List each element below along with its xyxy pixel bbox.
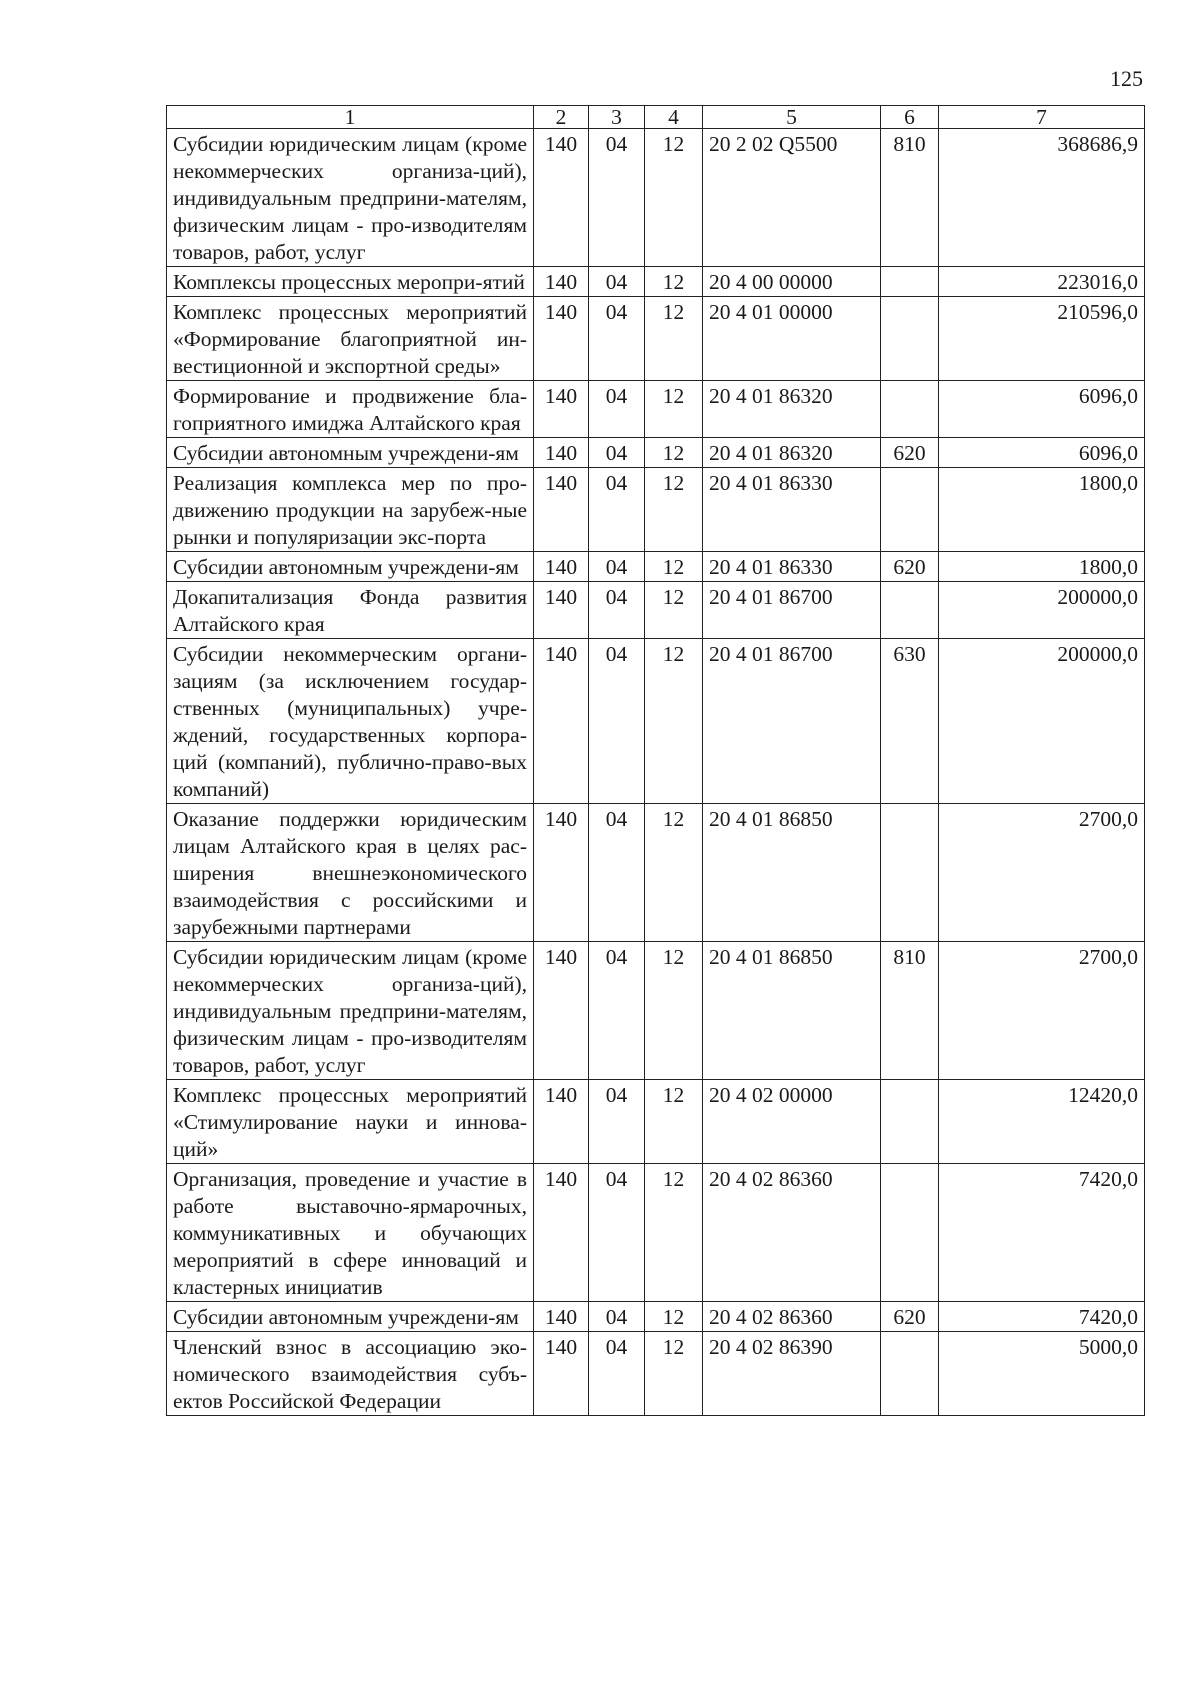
subsection-cell: 12 (645, 1332, 703, 1416)
section-cell: 04 (589, 1332, 645, 1416)
section-cell: 04 (589, 267, 645, 297)
target-article-cell: 20 4 01 86330 (703, 552, 881, 582)
section-cell: 04 (589, 1302, 645, 1332)
column-header: 2 (534, 106, 589, 129)
ministry-code-cell: 140 (534, 942, 589, 1080)
amount-cell: 1800,0 (939, 552, 1145, 582)
ministry-code-cell: 140 (534, 1080, 589, 1164)
expense-type-cell: 620 (881, 552, 939, 582)
amount-cell: 2700,0 (939, 942, 1145, 1080)
subsection-cell: 12 (645, 267, 703, 297)
amount-cell: 200000,0 (939, 639, 1145, 804)
expense-type-cell (881, 1332, 939, 1416)
row-name-cell: Субсидии некоммерческим органи-зациям (за исключением государ-ственных (муниципальных) учре-ждений, государственных корпора-ций (компаний), публично-право-вых компаний) (167, 639, 534, 804)
row-name-cell: Членский взнос в ассоциацию эко-номического взаимодействия субъ-ектов Российской Федерации (167, 1332, 534, 1416)
amount-cell: 5000,0 (939, 1332, 1145, 1416)
table-row (167, 1080, 1145, 1164)
table-row (167, 1332, 1145, 1416)
amount-cell: 210596,0 (939, 297, 1145, 381)
subsection-cell: 12 (645, 1302, 703, 1332)
amount-cell: 7420,0 (939, 1302, 1145, 1332)
expense-type-cell (881, 381, 939, 438)
subsection-cell: 12 (645, 639, 703, 804)
subsection-cell: 12 (645, 942, 703, 1080)
table-row (167, 381, 1145, 438)
ministry-code-cell: 140 (534, 1302, 589, 1332)
subsection-cell: 12 (645, 1164, 703, 1302)
target-article-cell: 20 4 01 86320 (703, 438, 881, 468)
expense-type-cell: 810 (881, 129, 939, 267)
section-cell: 04 (589, 804, 645, 942)
expense-type-cell: 620 (881, 438, 939, 468)
subsection-cell: 12 (645, 468, 703, 552)
row-name-cell: Субсидии автономным учреждени-ям (167, 438, 534, 468)
section-cell: 04 (589, 297, 645, 381)
column-header: 1 (167, 106, 534, 129)
amount-cell: 223016,0 (939, 267, 1145, 297)
ministry-code-cell: 140 (534, 639, 589, 804)
ministry-code-cell: 140 (534, 468, 589, 552)
amount-cell: 6096,0 (939, 438, 1145, 468)
section-cell: 04 (589, 381, 645, 438)
row-name-cell: Комплексы процессных меропри-ятий (167, 267, 534, 297)
page-number: 125 (1110, 66, 1143, 91)
target-article-cell: 20 4 02 86360 (703, 1302, 881, 1332)
amount-cell: 200000,0 (939, 582, 1145, 639)
expense-type-cell (881, 1080, 939, 1164)
ministry-code-cell: 140 (534, 1332, 589, 1416)
column-header: 3 (589, 106, 645, 129)
amount-cell: 368686,9 (939, 129, 1145, 267)
section-cell: 04 (589, 582, 645, 639)
section-cell: 04 (589, 468, 645, 552)
row-name-cell: Субсидии юридическим лицам (кроме некоммерческих организа-ций), индивидуальным предприни-мателям, физическим лицам - про-изводителям товаров, работ, услуг (167, 129, 534, 267)
row-name-cell: Оказание поддержки юридическим лицам Алтайского края в целях рас-ширения внешнеэкономического взаимодействия с российскими и зарубежными партнерами (167, 804, 534, 942)
ministry-code-cell: 140 (534, 552, 589, 582)
subsection-cell: 12 (645, 129, 703, 267)
subsection-cell: 12 (645, 438, 703, 468)
row-name-cell: Формирование и продвижение бла-гоприятного имиджа Алтайского края (167, 381, 534, 438)
subsection-cell: 12 (645, 297, 703, 381)
table-row (167, 639, 1145, 804)
column-header: 7 (939, 106, 1145, 129)
ministry-code-cell: 140 (534, 1164, 589, 1302)
ministry-code-cell: 140 (534, 804, 589, 942)
target-article-cell: 20 4 02 00000 (703, 1080, 881, 1164)
expense-type-cell (881, 297, 939, 381)
amount-cell: 6096,0 (939, 381, 1145, 438)
row-name-cell: Докапитализация Фонда развития Алтайского края (167, 582, 534, 639)
section-cell: 04 (589, 438, 645, 468)
target-article-cell: 20 4 01 86850 (703, 804, 881, 942)
table-row (167, 468, 1145, 552)
expense-type-cell (881, 468, 939, 552)
table-row (167, 582, 1145, 639)
ministry-code-cell: 140 (534, 381, 589, 438)
table-row (167, 804, 1145, 942)
expense-type-cell: 630 (881, 639, 939, 804)
column-header: 4 (645, 106, 703, 129)
target-article-cell: 20 4 02 86360 (703, 1164, 881, 1302)
table-row (167, 438, 1145, 468)
table-row (167, 129, 1145, 267)
section-cell: 04 (589, 1164, 645, 1302)
target-article-cell: 20 4 01 86700 (703, 639, 881, 804)
target-article-cell: 20 2 02 Q5500 (703, 129, 881, 267)
header-row (167, 106, 1145, 129)
subsection-cell: 12 (645, 552, 703, 582)
target-article-cell: 20 4 02 86390 (703, 1332, 881, 1416)
budget-table (166, 105, 1145, 1416)
table-row (167, 297, 1145, 381)
target-article-cell: 20 4 01 86320 (703, 381, 881, 438)
ministry-code-cell: 140 (534, 129, 589, 267)
ministry-code-cell: 140 (534, 297, 589, 381)
target-article-cell: 20 4 00 00000 (703, 267, 881, 297)
table-row (167, 267, 1145, 297)
expense-type-cell: 810 (881, 942, 939, 1080)
table-body (167, 129, 1145, 1416)
section-cell: 04 (589, 1080, 645, 1164)
amount-cell: 2700,0 (939, 804, 1145, 942)
row-name-cell: Комплекс процессных мероприятий «Стимулирование науки и иннова-ций» (167, 1080, 534, 1164)
amount-cell: 1800,0 (939, 468, 1145, 552)
section-cell: 04 (589, 942, 645, 1080)
ministry-code-cell: 140 (534, 438, 589, 468)
expense-type-cell (881, 804, 939, 942)
ministry-code-cell: 140 (534, 582, 589, 639)
expense-type-cell (881, 1164, 939, 1302)
column-header: 5 (703, 106, 881, 129)
expense-type-cell (881, 582, 939, 639)
section-cell: 04 (589, 639, 645, 804)
section-cell: 04 (589, 129, 645, 267)
table-row (167, 552, 1145, 582)
expense-type-cell: 620 (881, 1302, 939, 1332)
section-cell: 04 (589, 552, 645, 582)
amount-cell: 7420,0 (939, 1164, 1145, 1302)
subsection-cell: 12 (645, 1080, 703, 1164)
table-row (167, 1302, 1145, 1332)
column-header: 6 (881, 106, 939, 129)
row-name-cell: Реализация комплекса мер по про-движению продукции на зарубеж-ные рынки и популяризации экс-порта (167, 468, 534, 552)
subsection-cell: 12 (645, 804, 703, 942)
subsection-cell: 12 (645, 582, 703, 639)
target-article-cell: 20 4 01 86700 (703, 582, 881, 639)
target-article-cell: 20 4 01 00000 (703, 297, 881, 381)
row-name-cell: Субсидии автономным учреждени-ям (167, 1302, 534, 1332)
expense-type-cell (881, 267, 939, 297)
target-article-cell: 20 4 01 86850 (703, 942, 881, 1080)
table-row (167, 942, 1145, 1080)
row-name-cell: Организация, проведение и участие в работе выставочно-ярмарочных, коммуникативных и обучающих мероприятий в сфере инноваций и кластерных инициатив (167, 1164, 534, 1302)
row-name-cell: Субсидии юридическим лицам (кроме некоммерческих организа-ций), индивидуальным предприни-мателям, физическим лицам - про-изводителям товаров, работ, услуг (167, 942, 534, 1080)
target-article-cell: 20 4 01 86330 (703, 468, 881, 552)
amount-cell: 12420,0 (939, 1080, 1145, 1164)
row-name-cell: Субсидии автономным учреждени-ям (167, 552, 534, 582)
ministry-code-cell: 140 (534, 267, 589, 297)
row-name-cell: Комплекс процессных мероприятий «Формирование благоприятной ин-вестиционной и экспортной среды» (167, 297, 534, 381)
table-row (167, 1164, 1145, 1302)
subsection-cell: 12 (645, 381, 703, 438)
